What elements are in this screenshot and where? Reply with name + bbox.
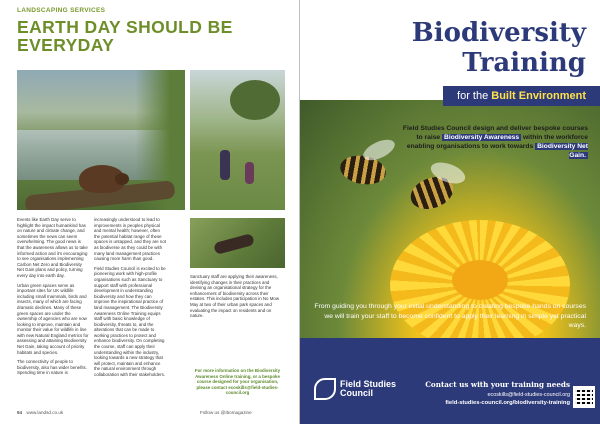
paragraph: Sanctuary staff are applying their awareness, identifying changes in their practices and devising an organisational strategy for the enhancement of biodiversity across their estates. This includes participation in No Mow May at two of their urban park spaces and evaluating the impact on residents and on nature. [190,274,279,319]
logo-line: Council [340,388,373,398]
contact-url[interactable]: field-studies-council.org/biodiversity-training [445,400,570,406]
blurb-org: Field Studies Council [402,125,471,132]
logo-line: Field Studies [340,378,397,389]
article-column-2 [94,217,166,382]
field-survey-photo [190,70,285,210]
flower-center [452,260,508,300]
article-headline: EARTH DAY SHOULD BE EVERYDAY [17,17,233,55]
photo-vole [79,165,125,193]
blurb-highlight: Biodiversity Net Gain. [537,143,588,159]
mole-photo [190,218,285,268]
ad-blurb [400,124,588,160]
promo-contact: For more information on the Biodiversity Awareness Online training, or a bespoke course designed for your organisation, please contact ecoskills@field-studies-council.org [194,368,281,396]
photo-person [220,150,230,180]
subtitle-prefix: for the [457,90,489,102]
contact-title: Contact us with your training needs [425,380,570,389]
water-vole-photo [17,70,185,210]
contact-email[interactable]: ecoskills@field-studies-council.org [487,392,570,398]
paragraph: Events like Earth Day serve to highlight the impact humankind has on nature and climate change, and sometimes the news can seem overwhelming. The good news is that the awareness allows us to take informed action and it's encouraging to see organisations implementing Carbon Net Zero and Biodiversity Net Gain plans and policy, turning every day into earth day. [17,217,88,278]
paragraph: Field Studies Council is excited to be pioneering work with high-profile organisations such as Sanctuary to support staff with professional development in understanding biodiversity and how they can improve the inspirational practice of land management. The Biodiversity Awareness Online Training equips staff with basic knowledge of biodiversity, threats to, and the alterations that can be made to working practices to protect and enhance biodiversity. On completing the course, staff can apply their understanding within the industry, looking towards a new strategy that will protect, maintain and enhance the natural environment through collaboration with their stakeholders. [94,265,166,378]
qr-code-icon[interactable] [573,386,595,408]
ad-subtitle [443,86,600,106]
subtitle-bold: Built Environment [491,90,586,102]
contact-block [420,380,570,407]
section-tag: LANDSCAPING SERVICES [17,7,106,14]
photo-person [245,162,254,184]
website-link[interactable]: www.landsd.co.uk [26,410,64,415]
ad-title: Biodiversity Training [411,18,586,78]
logo-text [340,380,396,399]
leaf-icon [314,378,336,400]
right-page-advert [300,0,600,424]
photo-mole [213,233,255,255]
paragraph: increasingly understood to lead to improvements in peoples physical and mental health; however, often the potential habitat range of these spaces is untapped, and they are not as biodiverse as they could be with many land management practices causing more harm than good. [94,217,167,262]
blurb-text: within the workforce enabling organisations to work towards [406,134,588,150]
blurb-highlight: Biodiversity Awareness [444,134,520,141]
paragraph: The connectivity of people to biodiversity, also has wider benefits. Spending time in nature is [17,359,87,376]
fsc-logo [314,378,396,400]
blurb-text: design and deliver bespoke courses to raise [416,125,588,141]
article-column-1 [17,217,89,380]
ad-footer [300,338,600,424]
ad-body-text: From guiding you through your initial understanding to creating bespoke hands on courses we will train your staff to become confident to apply their learning in simple yet practical ways. [314,303,586,329]
photo-tree [230,80,280,120]
article-column-3 [190,274,285,323]
bee [337,100,388,106]
ad-header [300,0,600,100]
social-handle: Follow us @Ibomagazine [200,410,252,415]
left-footer [17,410,63,415]
paragraph: Urban green spaces serve as important sites for UK wildlife including small mammals, birds and insects, many of which are facing dramatic declines. Many of these green spaces are under the ownership of agencies who are now looking to improve, maintain and monitor their value for wildlife in line with new Natural England metrics for assessing and attaining Biodiversity Net Gain, taking account of priority habitats and species. [17,282,89,355]
page-number: 94 [17,410,23,415]
